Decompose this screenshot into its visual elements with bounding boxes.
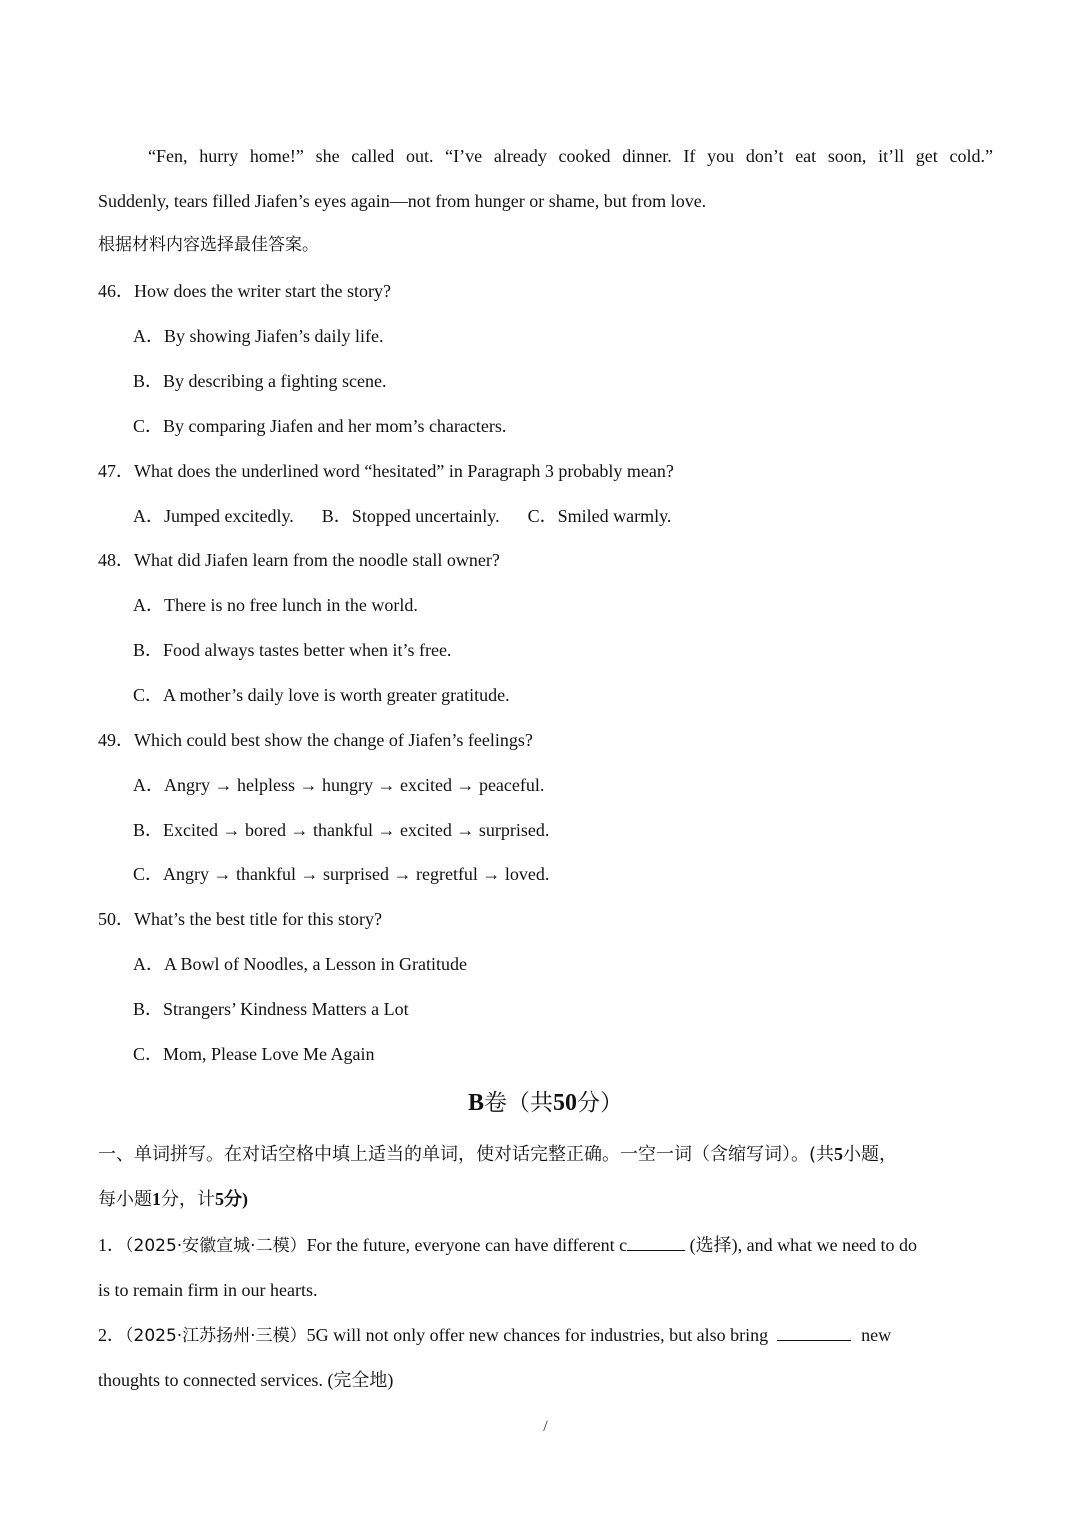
part1-instruction-line-1: [98, 1142, 897, 1167]
question-47-option-b: B．Stopped uncertainly.: [321, 506, 500, 526]
section-b-letter: B: [467, 1090, 484, 1116]
passage-line-1: “Fen, hurry home!” she called out. “I’ve already cooked dinner. If you don’t eat soon, it’ll get cold.”: [148, 146, 993, 166]
question-49-option-a: A．Angry → helpless → hungry → excited → peaceful.: [133, 775, 545, 795]
question-46-stem: 46．How does the writer start the story?: [98, 281, 391, 301]
part1-instruction-text: 一、单词拼写。在对话空格中填上适当的单词，使对话完整正确。一空一词（含缩写词）。(共: [98, 1144, 835, 1165]
part1-question-count: 5: [834, 1144, 844, 1164]
question-47-option-c: C．Smiled warmly.: [527, 506, 672, 526]
fill-item-1-text-after: (选择), and what we need to do: [685, 1235, 918, 1255]
part1-total-score: 5: [215, 1189, 224, 1209]
question-49-option-c: C．Angry → thankful → surprised → regretful → loved.: [133, 864, 550, 884]
instruction-text: 根据材料内容选择最佳答案。: [98, 235, 319, 255]
fill-item-1: [98, 1233, 917, 1258]
part1-instruction-line-2: [98, 1187, 248, 1212]
question-50-option-b: B．Strangers’ Kindness Matters a Lot: [133, 999, 409, 1019]
question-48-option-a: A．There is no free lunch in the world.: [133, 595, 418, 615]
part1-instruction-end: 小题，: [843, 1144, 898, 1165]
part1-per-question-label: 每小题: [98, 1189, 152, 1210]
fill-item-2-text-before: 5G will not only offer new chances for industries, but also bring: [306, 1325, 773, 1345]
section-b-title-end: 分）: [577, 1090, 623, 1116]
fill-item-2-continuation: thoughts to connected services. (完全地): [98, 1370, 394, 1390]
question-50-option-c: C．Mom, Please Love Me Again: [133, 1044, 375, 1064]
section-b-title: [98, 1088, 993, 1118]
section-b-points: 50: [553, 1090, 577, 1116]
question-49-option-b: B．Excited → bored → thankful → excited → surprised.: [133, 820, 550, 840]
question-49-stem: 49．Which could best show the change of Jiafen’s feelings?: [98, 730, 533, 750]
question-47-option-a: A．Jumped excitedly.: [133, 506, 294, 526]
question-47-stem: 47．What does the underlined word “hesitated” in Paragraph 3 probably mean?: [98, 461, 674, 481]
fill-item-1-continuation: is to remain firm in our hearts.: [98, 1280, 318, 1300]
fill-item-2-source: （2025·江苏扬州·三模）: [125, 1326, 307, 1346]
fill-item-1-blank[interactable]: [627, 1234, 685, 1251]
question-46-option-b: B．By describing a fighting scene.: [133, 371, 387, 391]
question-50-option-a: A．A Bowl of Noodles, a Lesson in Gratitude: [133, 954, 467, 974]
question-48-option-b: B．Food always tastes better when it’s free.: [133, 640, 452, 660]
part1-per-question-score: 1: [152, 1189, 161, 1209]
fill-item-1-text-before: For the future, everyone can have different c: [306, 1235, 628, 1255]
part1-instruction-close: 分): [224, 1189, 248, 1209]
document-page: [98, 0, 993, 1528]
fill-item-2: [98, 1323, 891, 1348]
question-48-stem: 48．What did Jiafen learn from the noodle stall owner?: [98, 550, 500, 570]
question-48-option-c: C．A mother’s daily love is worth greater gratitude.: [133, 685, 510, 705]
fill-item-2-number: 2．: [98, 1325, 125, 1345]
question-50-stem: 50．What’s the best title for this story?: [98, 909, 382, 929]
fill-item-1-number: 1．: [98, 1235, 125, 1255]
part1-total-label: 分，计: [161, 1189, 215, 1210]
page-footer-marker: /: [543, 1418, 548, 1435]
question-47-options: [133, 504, 671, 528]
fill-item-2-blank[interactable]: [777, 1324, 851, 1341]
fill-item-2-text-after: new: [856, 1325, 892, 1345]
section-b-title-text: 卷（共: [484, 1090, 553, 1116]
passage-line-2: Suddenly, tears filled Jiafen’s eyes again—not from hunger or shame, but from love.: [98, 191, 707, 211]
fill-item-1-source: （2025·安徽宣城·二模）: [125, 1236, 307, 1256]
question-46-option-c: C．By comparing Jiafen and her mom’s characters.: [133, 416, 507, 436]
question-46-option-a: A．By showing Jiafen’s daily life.: [133, 326, 384, 346]
